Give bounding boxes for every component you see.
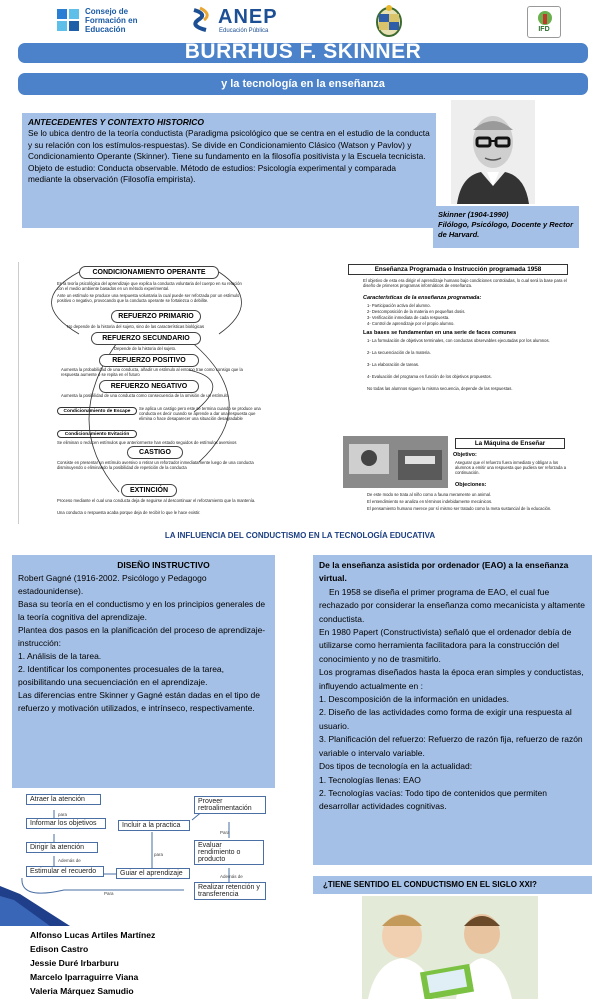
eao-programs: Los programas diseñados hasta la época eran simples y conductistas, influyendo actualmente en : [319, 667, 584, 691]
antecedentes-heading: ANTECEDENTES Y CONTEXTO HISTORICO [28, 117, 205, 127]
refuerzo-negativo: REFUERZO NEGATIVO [99, 380, 199, 393]
flow-label-5: para [154, 852, 164, 857]
decorative-corner-shape [0, 886, 70, 926]
eao-heading: De la enseñanza asistida por ordenador (EAO) a la enseñanza virtual. [319, 560, 569, 584]
base-5: No todas las alumnos siguen la misma secuencia, depende de las respuestas. [367, 386, 513, 391]
extincion: EXTINCIÓN [121, 484, 177, 497]
question-box [313, 876, 592, 894]
operant-title: CONDICIONAMIENTO OPERANTE [79, 266, 219, 279]
cfe-logo-text: Consejo de Formación en Educación [85, 7, 138, 34]
author-1: Alfonso Lucas Artiles Martínez [30, 930, 156, 940]
castigo-text: Consiste en presentar un estímulo aversivo o retirar un reforzador inmediatamente luego de una conducta disminuyendo o eliminando la posibilidad de repetición de la conducta [57, 460, 254, 470]
eao-type-1: 1. Tecnologías llenas: EAO [319, 774, 421, 785]
flow-label-4: Para [220, 830, 230, 835]
conductism-question: ¿TIENE SENTIDO EL CONDUCTISMO EN EL SIGLO XXI? [323, 880, 537, 889]
gagne-bio: Robert Gagné (1916-2002. Psicólogo y Pedagogo estadounidense). [18, 573, 207, 596]
objection-3: El pensamiento humano merece por sí mismo ser tratado como la meta sustancial de la educación. [367, 506, 552, 511]
refuerzo-negativo-text: Aumenta la posibilidad de una conducta como consecuencia de la omisión de un estímulo [61, 393, 228, 398]
programmed-instruction-doc [343, 262, 583, 524]
bases-heading: Las bases se fundamentan en una serie de faces comunes [363, 330, 517, 336]
machine-objective-label: Objetivo: [453, 452, 477, 458]
instructional-design-box [12, 555, 275, 788]
flow-step-feedback: Proveer retroalimentación [194, 796, 266, 814]
flow-label-1: para [58, 812, 68, 817]
avoidance-conditioning: Condicionamiento Evitación [57, 430, 137, 438]
base-4: 4- Evaluación del programa en función de los objetivos propuestos. [367, 374, 492, 379]
escape-conditioning-text: Se aplica un castigo pero este se termina cuando se produce una conducta es decir cuando se aprende a dar una respuesta que elimina o hace desaparecer una situación desagradable [139, 406, 261, 421]
refuerzo-positivo-text: Aumenta la probabilidad de una conducta, añadir un estímulo al entorno trae como consigo que la respuesta aumente o se repita en el futuro [61, 367, 243, 377]
avoidance-conditioning-text: Se eliminan o reducen estímulos que anteriormente han estado seguidos de estímulos aversivos [57, 440, 237, 445]
operant-conditioning-diagram [18, 262, 275, 524]
refuerzo-secundario-text: Depende de la historia del sujeto. [114, 346, 177, 351]
base-1: 1- La formulación de objetivos terminales, con conductas observables ejecutadas por los alumnos. [367, 338, 550, 343]
eao-item-2: 2. Diseño de las actividades como forma de exigir una respuesta al usuario. [319, 707, 572, 731]
portrait-caption-line2: Filólogo, Psicólogo, Docente y Rector de Harvard. [438, 220, 574, 239]
flow-step-attention: Atraer la atención [26, 794, 101, 805]
flow-step-direct: Dirigir la atención [26, 842, 98, 853]
base-2: 2- La secuenciación de la materia. [367, 350, 431, 355]
flow-label-2: Además de [58, 858, 81, 863]
eao-box [313, 555, 592, 865]
gagne-basis: Basa su teoría en el conductismo y en los principios generales de la teoría cognitiva del aprendizaje. [18, 599, 266, 622]
anep-title: ANEP [218, 6, 278, 28]
escape-conditioning: Condicionamiento de Escape [57, 407, 137, 415]
operant-intro: Es la teoría psicológica del aprendizaje que explica la conducta voluntaria del cuerpo en su relación con el medio ambiente basados en un método experimental. [57, 281, 242, 291]
gagne-steps-intro: Plantea dos pasos en la planificación del proceso de aprendizaje-instrucción: [18, 625, 266, 648]
flow-step-practice: Incluir a la practica [118, 820, 190, 831]
influence-heading: LA INFLUENCIA DEL CONDUCTISMO EN LA TECNOLOGÍA EDUCATIVA [164, 531, 436, 540]
refuerzo-secundario: REFUERZO SECUNDARIO [91, 332, 201, 345]
uruguay-crest-icon [371, 4, 407, 38]
author-3: Jessie Duré Irbarburu [30, 958, 119, 968]
page-subtitle: y la tecnología en la enseñanza [221, 78, 385, 90]
ifd-logo [527, 6, 561, 38]
teaching-machine-title: La Máquina de Enseñar [455, 438, 565, 449]
gagne-step-2: 2. Identificar los componentes procesuales de la tarea, posibilitando una secuenciación en el aprendizaje. [18, 664, 225, 687]
author-5: Valeria Márquez Samudio [30, 986, 134, 996]
page-title: BURRHUS F. SKINNER [184, 40, 422, 63]
flow-step-recall: Estimular el recuerdo [26, 866, 104, 877]
programmed-title: Enseñanza Programada o Instrucción programada 1958 [348, 264, 568, 275]
castigo: CASTIGO [127, 446, 183, 459]
eao-item-3: 3. Planificación del refuerzo: Refuerzo de razón fija, refuerzo de razón variable o intervalo variable. [319, 734, 583, 758]
extincion-text: Proceso mediante el cual una conducta deja de seguirse al descontinuar el reforzamiento que la mantenía. [57, 498, 256, 503]
objection-2: El entendimiento se analiza en términos indebidamente mecánicos. [367, 499, 493, 504]
base-3: 3- La elaboración de tareas. [367, 362, 420, 367]
extincion-text2: Una conducta o respuesta acaba porque deja de recibir lo que le hace existir. [57, 510, 201, 515]
title-banner [18, 40, 588, 63]
antecedentes-body: Se lo ubica dentro de la teoría conductista (Paradigma psicológico que se centra en el estudio de la conducta y su relación con los estímulos-respuestas). Se divide en Condicionamiento Clásico (Watson y Pavlov) y Condicionamiento Operante (Skinner). Tiene su fundamento en la filosofía positivista y la Escuela tecnicista. Objeto de estudio: Conducta observable. Método de estudios: Psicología experimental y comparada mediante la observación (Filosofía empirista). [28, 128, 430, 185]
eao-type-2: 2. Tecnologías vacías: Todo tipo de contenidos que permiten desarrollar actividades cognitivas. [319, 787, 547, 812]
eao-item-1: 1. Descomposición de la información en unidades. [319, 694, 509, 705]
anep-logo-icon [188, 6, 214, 34]
eao-1958: En 1958 se diseña el primer programa de EAO, el cual fue rechazado por considerar la enseñanza como mecanicista y altamente conductista. [319, 586, 586, 624]
authors-list [30, 928, 230, 998]
programmed-objective: El objetivo de esta era dirigir el aprendizaje humano bajo condiciones controladas, lo cual será la base para el diseño de primeros programas informáticos de enseñanza. [363, 278, 567, 288]
flow-step-retention: Realizar retención y transferencia [194, 882, 266, 900]
objection-1: De este modo se trata al niño como a fauna meramente un animal. [367, 492, 492, 497]
teaching-machine-photo [343, 436, 448, 488]
flow-label-3: Para [104, 891, 114, 896]
author-2: Edison Castro [30, 944, 89, 954]
cfe-logo [55, 6, 155, 34]
ifd-logo-text: IFD [538, 26, 550, 33]
flow-label-6: Además de [220, 874, 243, 879]
characteristic-3: 3- Verificación inmediata de cada respuesta. [367, 315, 450, 320]
anep-subtitle: Educación Pública [219, 28, 269, 34]
eao-types-intro: Dos tipos de tecnología en la actualidad: [319, 761, 473, 772]
antecedentes-box [22, 113, 436, 228]
objections-label: Objeciones: [455, 482, 487, 488]
gagne-step-1: 1. Análisis de la tarea. [18, 651, 102, 661]
flow-step-guide: Guiar el aprendizaje [116, 868, 190, 879]
refuerzo-positivo: REFUERZO POSITIVO [99, 354, 199, 367]
anep-logo [188, 6, 298, 36]
refuerzo-primario: REFUERZO PRIMARIO [111, 310, 201, 323]
characteristics-heading: Características de la enseñanza programada: [363, 295, 482, 301]
author-4: Marcelo Iparraguirre Viana [30, 972, 139, 982]
portrait-caption [433, 206, 579, 248]
characteristic-1: 1- Participación activa del alumno. [367, 303, 431, 308]
characteristic-2: 2- Descomposición de la materia en pequeñas dosis. [367, 309, 466, 314]
operant-intro2: Ante un estímulo se produce una respuesta voluntaria la cual puede ser reforzada por un estímulo positivo o negativo, provocando que la conducta operante se fortalezca o debilite. [57, 293, 240, 303]
machine-objective-text: Asegurar que el refuerzo fuera inmediato y obligar a los alumnos a emitir una respuesta que pudiera ser reforzada a continuación. [455, 460, 567, 475]
children-with-laptop-photo [362, 896, 538, 999]
portrait-caption-line1: Skinner (1904-1990) [438, 210, 509, 219]
subtitle-banner [18, 73, 588, 95]
cfe-logo-icon [55, 7, 81, 33]
gagne-differences: Las diferencias entre Skinner y Gagné están dadas en el tipo de refuerzo y motivación utilizados, e intrínseco, respectivamente. [18, 690, 260, 713]
skinner-portrait [451, 100, 535, 204]
refuerzo-primario-text: No depende de la historia del sujeto, sino de las características biológicas [67, 324, 205, 329]
eao-papert: En 1980 Papert (Constructivista) señaló que el ordenador debía de utilizarse como herramienta facilitadora para la construcción del conocimiento y no de trasmitirlo. [319, 627, 572, 664]
characteristic-4: 4- Control de aprendizaje por el propio alumno. [367, 321, 455, 326]
flow-step-objectives: Informar los objetivos [26, 818, 106, 829]
flow-step-evaluate: Evaluar rendimiento o producto [194, 840, 264, 865]
instructional-design-heading: DISEÑO INSTRUCTIVO [117, 560, 210, 570]
